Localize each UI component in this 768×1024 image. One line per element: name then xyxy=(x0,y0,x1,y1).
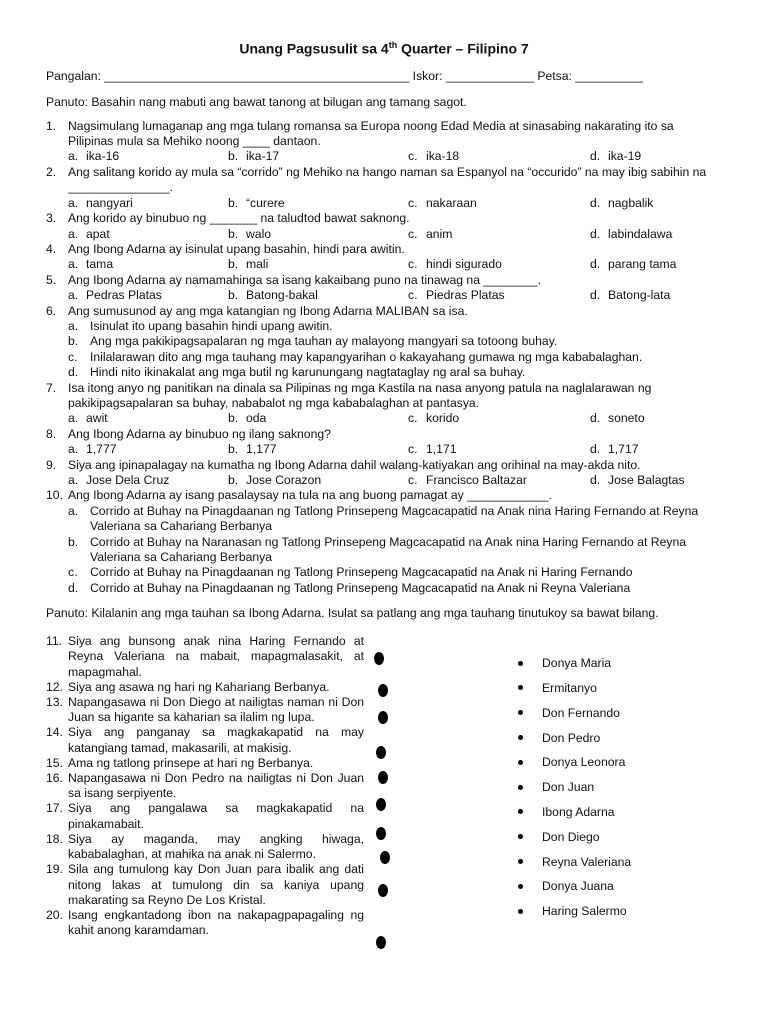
instruction-part-2: Panuto: Kilalanin ang mga tauhan sa Ibong Adarna. Isulat sa patlang ang mga tauhang tinutukoy sa bawat bilang. xyxy=(46,606,659,621)
question-number: 12. xyxy=(46,679,63,694)
instruction-part-1: Panuto: Basahin nang mabuti ang bawat tanong at bilugan ang tamang sagot. xyxy=(46,94,467,109)
option-letter: b. xyxy=(228,195,239,210)
matching-question xyxy=(46,680,364,695)
matching-dot xyxy=(378,884,388,897)
answer-options xyxy=(46,411,722,426)
answer-option xyxy=(590,473,722,488)
answer-option xyxy=(68,227,228,242)
option-text: Inilalarawan dito ang mga tauhang may kapangyarihan o kakayahang gumawa ng mga kababalaghan. xyxy=(90,349,643,364)
option-letter: c. xyxy=(68,565,78,580)
question-text: Siya ang asawa ng hari ng Kahariang Berbanya. xyxy=(68,679,330,694)
option-text: Jose Corazon xyxy=(246,473,322,487)
answer-option xyxy=(228,227,408,242)
option-text: labindalawa xyxy=(608,226,673,241)
question-text: Ang Ibong Adarna ay binubuo ng ilang saknong? xyxy=(68,426,331,441)
matching-question xyxy=(46,756,364,771)
question-text: Sila ang tumulong kay Don Juan para ibalik ang dati nitong lakas at tumulong din sa kaniya upang makarating sa Reyno De Los Kristal. xyxy=(68,862,364,907)
option-letter: a. xyxy=(68,411,79,426)
question-text: Ang Ibong Adarna ay isinulat upang basahin, hindi para awitin. xyxy=(68,241,405,256)
matching-section xyxy=(46,634,722,974)
option-letter: a. xyxy=(68,442,79,457)
choice-item xyxy=(518,755,625,769)
option-letter: a. xyxy=(68,149,79,164)
choice-label: Ermitanyo xyxy=(542,681,597,696)
option-letter: d. xyxy=(590,257,601,272)
question-text: Ang korido ay binubuo ng _______ na taludtod bawat saknong. xyxy=(68,211,410,226)
answer-option xyxy=(46,535,722,566)
option-letter: b. xyxy=(228,257,239,272)
choice-item xyxy=(518,855,631,869)
bullet-icon xyxy=(518,785,523,790)
bullet-icon xyxy=(518,909,523,914)
student-info-line: Pangalan: _____________________________________________ Iskor: _____________ Petsa: __________ xyxy=(46,68,644,83)
answer-option xyxy=(46,334,722,349)
option-letter: b. xyxy=(228,226,239,241)
question-item xyxy=(46,381,722,412)
bullet-icon xyxy=(518,685,523,690)
question-text: Napangasawa ni Don Pedro na nailigtas ni Don Juan sa isang serpiyente. xyxy=(68,771,364,801)
option-text: hindi sigurado xyxy=(426,257,502,272)
matching-dot xyxy=(376,798,386,811)
choice-item xyxy=(518,731,600,745)
choice-item xyxy=(518,656,611,670)
bullet-icon xyxy=(518,735,523,740)
question-item xyxy=(46,165,722,196)
option-text: anim xyxy=(426,226,453,241)
option-text: 1,717 xyxy=(608,442,639,457)
option-letter: c. xyxy=(408,226,418,241)
answer-option xyxy=(408,196,590,211)
choice-label: Donya Juana xyxy=(542,879,614,894)
question-number: 4. xyxy=(46,241,57,256)
question-text: Ang salitang korido ay mula sa “corrido” ng Mehiko na hango naman sa Espanyol na “occurido” na may ibig sabihin na _______________. xyxy=(68,164,707,195)
answer-options xyxy=(46,196,722,211)
question-text: Napangasawa ni Don Diego at nailigtas naman ni Don Juan sa higante sa kaharian sa ilalim ng lupa. xyxy=(68,695,364,725)
question-number: 6. xyxy=(46,303,57,318)
answer-option xyxy=(408,411,590,426)
question-number: 15. xyxy=(46,755,63,770)
option-text: 1,777 xyxy=(86,442,117,457)
answer-option xyxy=(408,257,590,272)
matching-dot xyxy=(376,746,386,759)
option-text: Ang mga pakikipagsapalaran ng mga tauhan ay malayong mangyari sa totoong buhay. xyxy=(90,334,558,349)
answer-option xyxy=(408,442,590,457)
option-text: nangyari xyxy=(86,195,133,210)
choice-item xyxy=(518,780,594,794)
question-text: Ang Ibong Adarna ay namamahinga sa isang kakaibang puno na tinawag na ________. xyxy=(68,272,541,287)
matching-question xyxy=(46,634,364,680)
option-letter: b. xyxy=(228,149,239,164)
option-letter: a. xyxy=(68,318,79,333)
question-text: Siya ang ipinapalagay na kumatha ng Ibong Adarna dahil walang-katiyakan ang orihinal na may-akda nito. xyxy=(68,457,641,472)
answer-option xyxy=(46,565,722,580)
answer-option xyxy=(228,257,408,272)
question-item xyxy=(46,273,722,288)
question-item xyxy=(46,211,722,226)
choice-label: Don Pedro xyxy=(542,730,601,745)
answer-option xyxy=(408,227,590,242)
option-letter: b. xyxy=(228,473,239,487)
option-text: Pedras Platas xyxy=(86,288,162,303)
answer-option xyxy=(46,350,722,365)
question-number: 2. xyxy=(46,164,57,179)
option-letter: b. xyxy=(68,334,79,349)
option-text: korido xyxy=(426,411,460,426)
option-letter: c. xyxy=(408,149,418,164)
option-text: 1,171 xyxy=(426,442,457,457)
question-item xyxy=(46,242,722,257)
matching-dot xyxy=(376,936,386,949)
option-text: ika-18 xyxy=(426,149,460,164)
question-text: Siya ay maganda, may angking hiwaga, kababalaghan, at mahika na anak ni Salermo. xyxy=(68,831,364,862)
option-text: Francisco Baltazar xyxy=(426,473,527,487)
option-text: awit xyxy=(86,411,108,426)
option-text: “curere xyxy=(246,195,285,210)
choice-item xyxy=(518,830,600,844)
matching-dot xyxy=(378,684,388,697)
choice-label: Donya Maria xyxy=(542,656,612,671)
option-text: Corrido at Buhay na Pinagdaanan ng Tatlong Prinsepeng Magcacapatid na Anak ni Haring Fernando xyxy=(90,565,633,580)
answer-option xyxy=(68,473,228,488)
option-letter: d. xyxy=(590,288,601,303)
bullet-icon xyxy=(518,809,523,814)
option-letter: d. xyxy=(68,365,79,380)
answer-option xyxy=(46,504,722,535)
question-text: Isang engkantadong ibon na nakapagpapagaling ng kahit anong karamdaman. xyxy=(68,907,364,938)
answer-options xyxy=(46,288,722,303)
option-text: 1,177 xyxy=(246,442,277,457)
bullet-icon xyxy=(518,661,523,666)
option-text: Corrido at Buhay na Pinagdaanan ng Tatlong Prinsepeng Magcacapatid na Anak ni Reyna Valeriana xyxy=(90,580,631,595)
answer-option xyxy=(590,196,722,211)
option-letter: b. xyxy=(68,534,79,549)
question-number: 18. xyxy=(46,831,63,846)
option-letter: d. xyxy=(590,411,601,426)
option-letter: a. xyxy=(68,473,79,487)
option-letter: c. xyxy=(408,195,418,210)
answer-option xyxy=(68,411,228,426)
question-number: 10. xyxy=(46,488,63,503)
answer-option xyxy=(228,288,408,303)
option-letter: d. xyxy=(590,473,601,487)
question-text: Ang Ibong Adarna ay isang pasalaysay na tula na ang buong pamagat ay ____________. xyxy=(68,488,552,503)
answer-options xyxy=(46,257,722,272)
choice-label: Don Juan xyxy=(542,780,595,795)
option-text: Jose Balagtas xyxy=(608,473,685,487)
choice-label: Don Diego xyxy=(542,829,600,844)
answer-option xyxy=(46,365,722,380)
option-letter: c. xyxy=(408,411,418,426)
option-letter: c. xyxy=(408,442,418,457)
question-number: 14. xyxy=(46,725,63,740)
matching-question xyxy=(46,695,364,725)
answer-option xyxy=(46,319,722,334)
choice-item xyxy=(518,681,597,695)
option-text: walo xyxy=(246,226,272,241)
answer-option xyxy=(46,581,722,596)
answer-option xyxy=(68,442,228,457)
answer-options xyxy=(46,442,722,457)
choice-label: Ibong Adarna xyxy=(542,805,615,820)
option-text: tama xyxy=(86,257,114,272)
question-item xyxy=(46,427,722,442)
choice-label: Don Fernando xyxy=(542,705,620,720)
question-item xyxy=(46,458,722,473)
question-number: 8. xyxy=(46,426,57,441)
option-letter: c. xyxy=(408,257,418,272)
answer-option xyxy=(590,227,722,242)
option-text: Isinulat ito upang basahin hindi upang awitin. xyxy=(90,318,333,333)
choice-item xyxy=(518,805,615,819)
choice-label: Donya Leonora xyxy=(542,755,626,770)
option-text: ika-17 xyxy=(246,149,280,164)
option-text: Corrido at Buhay na Pinagdaanan ng Tatlong Prinsepeng Magcacapatid na Anak nina Haring Fernando at Reyna Valeriana sa Cahariang Berbanya xyxy=(90,503,699,534)
question-text: Ama ng tatlong prinsepe at hari ng Berbanya. xyxy=(68,755,314,770)
question-text: Siya ang pangalawa sa magkakapatid na pinakamabait. xyxy=(68,801,364,831)
answer-option xyxy=(68,196,228,211)
option-text: oda xyxy=(246,411,267,426)
option-text: Hindi nito ikinakalat ang mga butil ng karunungang nagtataglay ng aral sa buhay. xyxy=(90,365,526,380)
question-number: 19. xyxy=(46,862,63,877)
answer-option xyxy=(228,411,408,426)
option-text: nagbalik xyxy=(608,195,654,210)
option-letter: b. xyxy=(228,442,239,457)
answer-option xyxy=(68,257,228,272)
question-number: 9. xyxy=(46,457,57,472)
option-text: parang tama xyxy=(608,257,677,272)
option-letter: a. xyxy=(68,226,79,241)
option-text: ika-16 xyxy=(86,149,120,164)
answer-option xyxy=(590,411,722,426)
question-number: 7. xyxy=(46,380,57,395)
bullet-icon xyxy=(518,834,523,839)
bullet-icon xyxy=(518,710,523,715)
answer-options xyxy=(46,473,722,488)
option-text: Piedras Platas xyxy=(426,288,505,303)
question-number: 20. xyxy=(46,907,63,922)
answer-option xyxy=(228,473,408,488)
choice-label: Haring Salermo xyxy=(542,904,627,919)
question-text: Ang sumusunod ay ang mga katangian ng Ibong Adarna MALIBAN sa isa. xyxy=(68,303,468,318)
option-letter: d. xyxy=(590,226,601,241)
question-number: 5. xyxy=(46,272,57,287)
matching-question xyxy=(46,725,364,755)
question-text: Isa itong anyo ng panitikan na dinala sa Pilipinas ng mga Kastila na nasa anyong patula na naglalarawan ng pakikipagsapalaran sa buhay, nababalot ng mga kababalaghan at pantasya. xyxy=(68,380,652,410)
answer-option xyxy=(228,149,408,164)
answer-option xyxy=(590,149,722,164)
matching-questions xyxy=(46,634,364,938)
option-letter: d. xyxy=(590,442,601,457)
option-text: Jose Dela Cruz xyxy=(86,473,170,487)
option-letter: c. xyxy=(408,288,418,303)
question-number: 17. xyxy=(46,801,63,816)
question-item xyxy=(46,488,722,503)
option-text: Batong-bakal xyxy=(246,288,318,303)
option-text: Batong-lata xyxy=(608,288,671,303)
answer-option xyxy=(408,149,590,164)
choice-label: Reyna Valeriana xyxy=(542,854,632,869)
option-letter: b. xyxy=(228,288,239,303)
option-letter: a. xyxy=(68,503,79,518)
matching-question xyxy=(46,862,364,908)
option-letter: d. xyxy=(590,195,601,210)
question-number: 3. xyxy=(46,211,57,226)
matching-dot xyxy=(376,827,386,840)
answer-option xyxy=(228,196,408,211)
question-item xyxy=(46,119,722,150)
question-item xyxy=(46,304,722,319)
answer-option xyxy=(408,473,590,488)
answer-option xyxy=(590,257,722,272)
answer-option xyxy=(408,288,590,303)
matching-dot xyxy=(374,652,384,665)
matching-dot xyxy=(378,771,388,784)
question-text: Siya ang bunsong anak nina Haring Fernando at Reyna Valeriana na mabait, mapagmalasakit, at mapagmahal. xyxy=(68,634,364,679)
question-text: Siya ang panganay sa magkakapatid na may katangiang tamad, makasarili, at makisig. xyxy=(68,725,364,755)
option-letter: a. xyxy=(68,288,79,303)
option-text: apat xyxy=(86,226,110,241)
question-number: 13. xyxy=(46,695,63,710)
answer-options xyxy=(46,149,722,164)
option-text: soneto xyxy=(608,411,645,426)
question-number: 1. xyxy=(46,118,57,133)
question-text: Nagsimulang lumaganap ang mga tulang romansa sa Europa noong Edad Media at sinasabing nakarating ito sa Pilipinas mula sa Mehiko noong ____ dantaon. xyxy=(68,118,674,149)
option-letter: a. xyxy=(68,195,79,210)
matching-question xyxy=(46,832,364,862)
choice-item xyxy=(518,879,614,893)
option-text: ika-19 xyxy=(608,149,642,164)
option-letter: d. xyxy=(590,149,601,164)
matching-question xyxy=(46,908,364,938)
choice-item xyxy=(518,904,627,918)
page-title: Unang Pagsusulit sa 4th Quarter – Filipino 7 xyxy=(239,40,529,57)
option-letter: b. xyxy=(228,411,239,426)
option-letter: c. xyxy=(408,473,418,487)
answer-option xyxy=(590,442,722,457)
choice-item xyxy=(518,706,620,720)
answer-options xyxy=(46,227,722,242)
matching-question xyxy=(46,801,364,831)
bullet-icon xyxy=(518,760,523,765)
multiple-choice-section xyxy=(46,119,722,597)
matching-question xyxy=(46,771,364,801)
option-text: mali xyxy=(246,257,269,272)
option-letter: a. xyxy=(68,257,79,272)
option-letter: d. xyxy=(68,580,79,595)
option-text: nakaraan xyxy=(426,195,477,210)
bullet-icon xyxy=(518,859,523,864)
question-number: 11. xyxy=(46,634,63,649)
matching-dot xyxy=(378,711,388,724)
option-text: Corrido at Buhay na Naranasan ng Tatlong Prinsepeng Magcacapatid na Anak nina Haring Fernando at Reyna Valeriana sa Cahariang Berbanya xyxy=(90,534,686,565)
option-letter: c. xyxy=(68,349,78,364)
answer-option xyxy=(228,442,408,457)
answer-option xyxy=(68,149,228,164)
answer-option xyxy=(68,288,228,303)
matching-dot xyxy=(380,851,390,864)
answer-option xyxy=(590,288,722,303)
bullet-icon xyxy=(518,884,523,889)
question-number: 16. xyxy=(46,771,63,786)
